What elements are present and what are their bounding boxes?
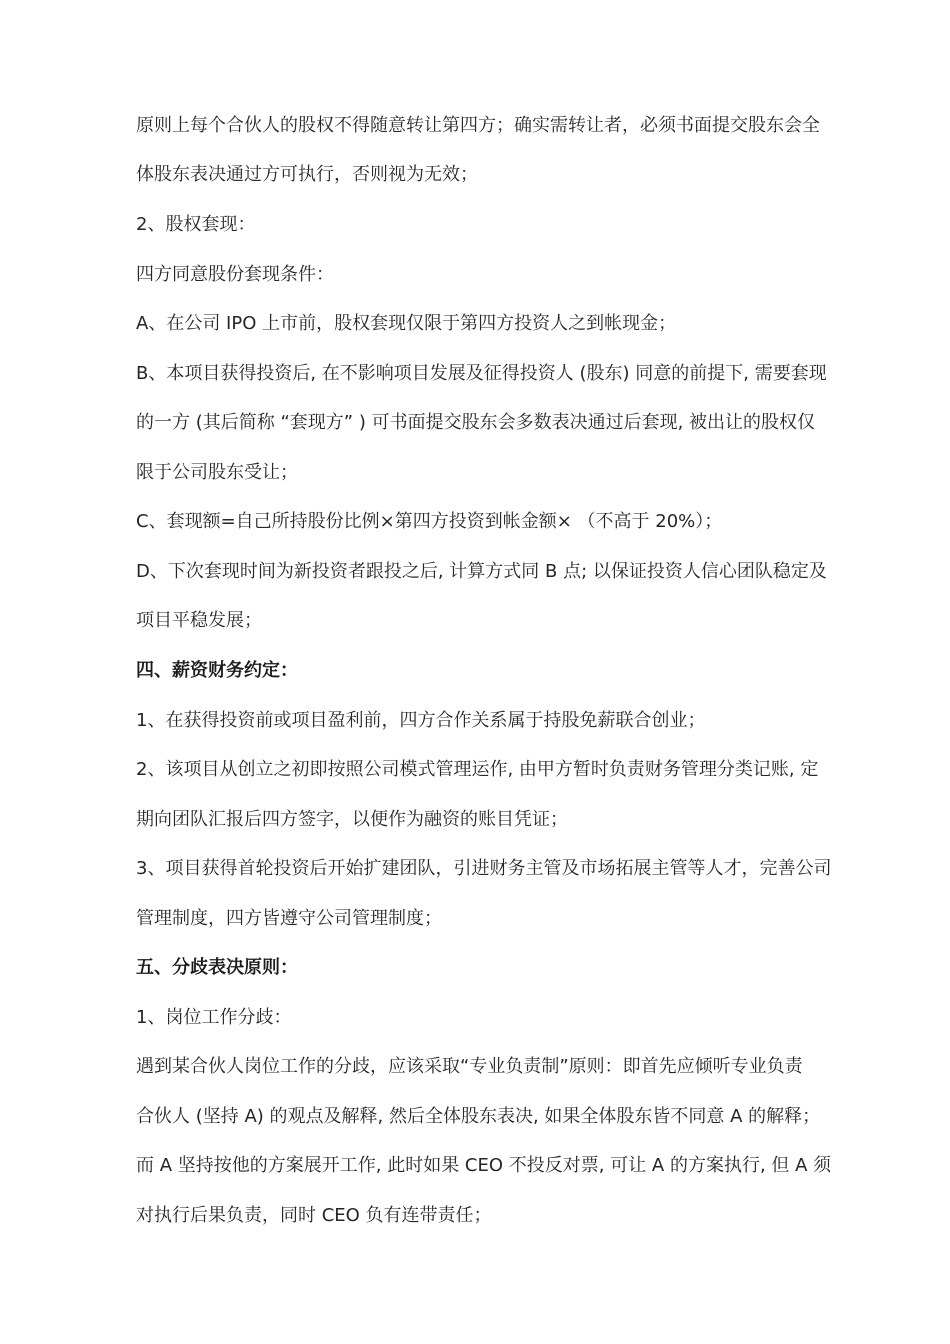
paragraph-line: 1、在获得投资前或项目盈利前，四方合作关系属于持股免薪联合创业； — [136, 710, 706, 731]
paragraph-line: 原则上每个合伙人的股权不得随意转让第四方；确实需转让者，必须书面提交股东会全 — [136, 115, 820, 136]
paragraph-line: A、在公司 IPO 上市前，股权套现仅限于第四方投资人之到帐现金； — [136, 313, 677, 334]
section-heading: 五、分歧表决原则： — [136, 957, 298, 978]
paragraph-line: C、套现额=自己所持股份比例×第四方投资到帐金额× （不高于 20%）； — [136, 511, 723, 532]
paragraph-line: 管理制度，四方皆遵守公司管理制度； — [136, 908, 442, 929]
paragraph-line: 而 A 坚持按他的方案展开工作, 此时如果 CEO 不投反对票, 可让 A 的方案执行, 但 A 须 — [136, 1155, 832, 1176]
paragraph-line: 3、项目获得首轮投资后开始扩建团队，引进财务主管及市场拓展主管等人才，完善公司 — [136, 858, 832, 879]
paragraph-line: 期向团队汇报后四方签字，以便作为融资的账目凭证； — [136, 809, 568, 830]
paragraph-line: 体股东表决通过方可执行，否则视为无效； — [136, 164, 478, 185]
paragraph-line: 1、岗位工作分歧： — [136, 1007, 292, 1028]
paragraph-line: 项目平稳发展； — [136, 610, 262, 631]
paragraph-line: 遇到某合伙人岗位工作的分歧，应该采取“专业负责制”原则：即首先应倾听专业负责 — [136, 1056, 803, 1077]
paragraph-line: 2、该项目从创立之初即按照公司模式管理运作, 由甲方暂时负责财务管理分类记账, 定 — [136, 759, 819, 780]
paragraph-line: 对执行后果负责，同时 CEO 负有连带责任； — [136, 1205, 492, 1226]
paragraph-line: 合伙人 (坚持 A) 的观点及解释, 然后全体股东表决, 如果全体股东皆不同意 A 的解释； — [136, 1106, 821, 1127]
paragraph-line: 的一方 (其后简称 “套现方” ) 可书面提交股东会多数表决通过后套现, 被出让的股权仅 — [136, 412, 816, 433]
section-heading: 四、薪资财务约定： — [136, 660, 298, 681]
paragraph-line: B、本项目获得投资后, 在不影响项目发展及征得投资人 (股东) 同意的前提下, 需要套现 — [136, 363, 827, 384]
paragraph-line: D、下次套现时间为新投资者跟投之后, 计算方式同 B 点; 以保证投资人信心团队稳定及 — [136, 561, 827, 582]
paragraph-line: 2、股权套现： — [136, 214, 256, 235]
paragraph-line: 限于公司股东受让； — [136, 462, 298, 483]
paragraph-line: 四方同意股份套现条件： — [136, 264, 334, 285]
